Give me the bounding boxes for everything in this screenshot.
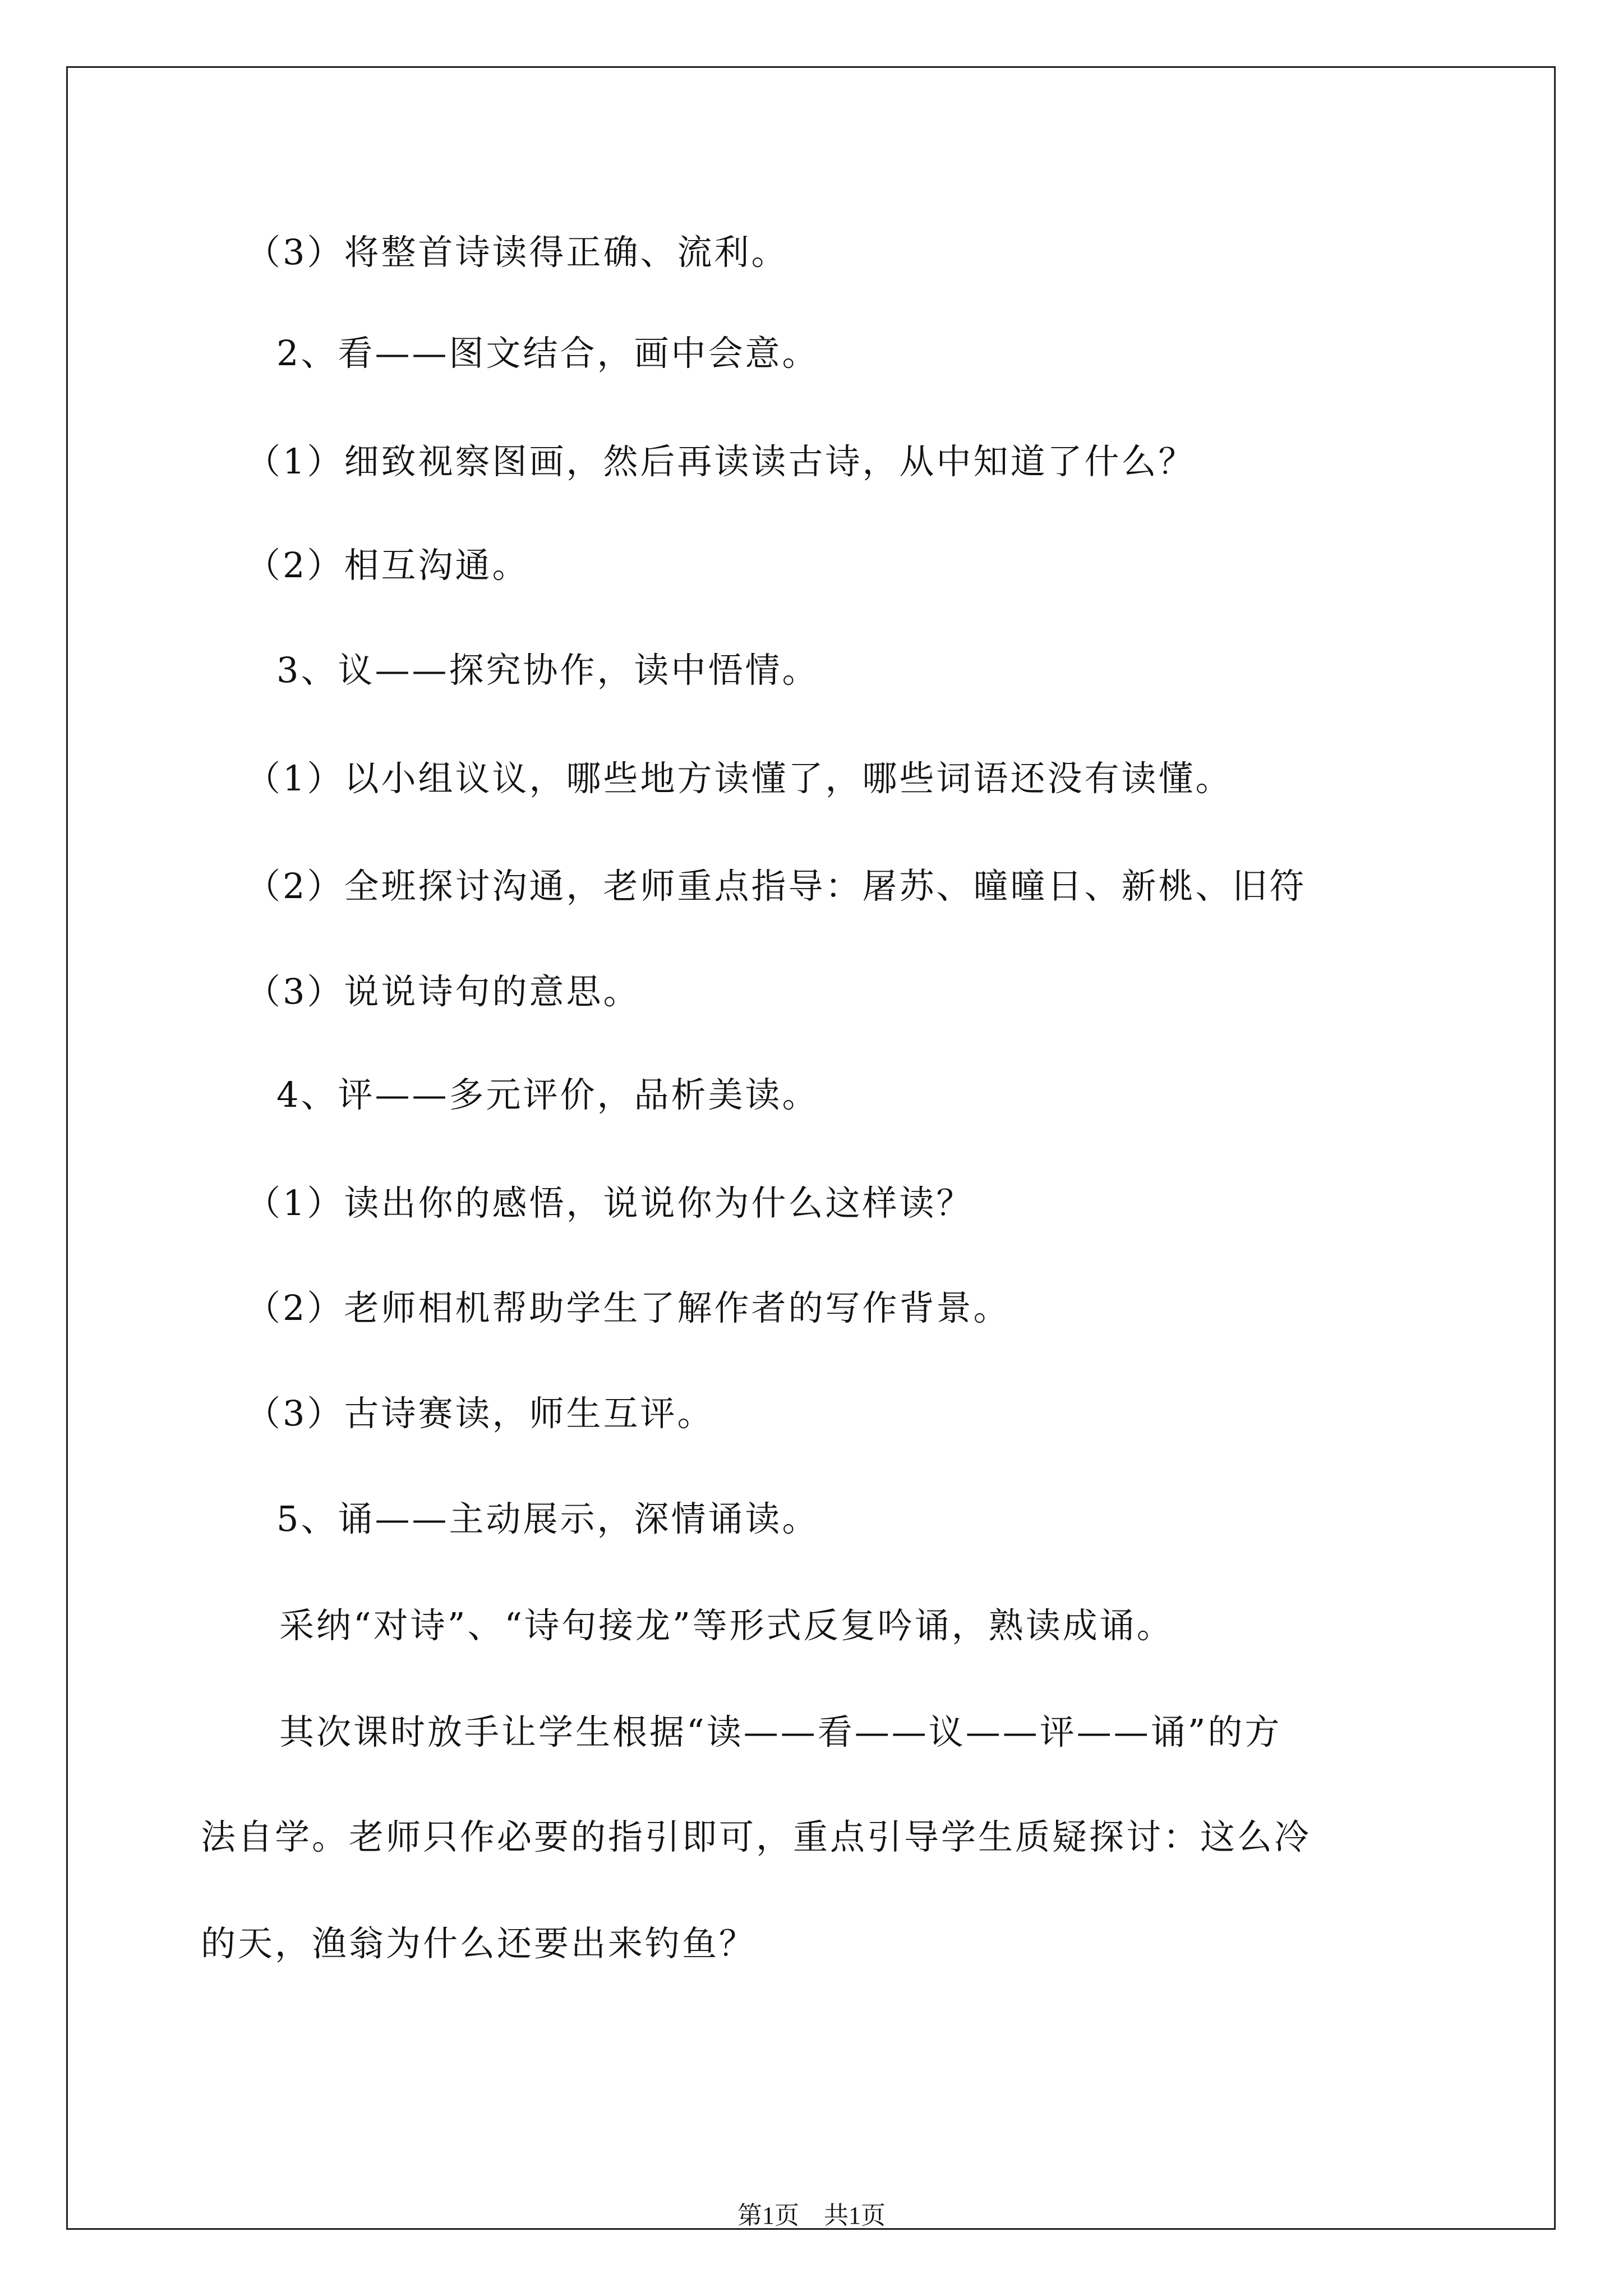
text-line: 5、诵——主动展示，深情诵读。 <box>276 1498 819 1539</box>
text-line: （1）细致视察图画，然后再读读古诗，从中知道了什么？ <box>246 441 1196 482</box>
text-line: （2）老师相机帮助学生了解作者的写作背景。 <box>246 1287 1011 1328</box>
text-line: （2）全班探讨沟通，老师重点指导：屠苏、曈曈日、新桃、旧符 <box>246 866 1307 907</box>
text-line: 其次课时放手让学生根据“读——看——议——评——诵”的方 <box>279 1711 1282 1752</box>
text-line: 3、议——探究协作，读中悟情。 <box>276 650 819 691</box>
page-footer: 第1页 共1页 <box>737 2202 886 2229</box>
text-line: （1）以小组议议，哪些地方读懂了，哪些词语还没有读懂。 <box>246 758 1233 799</box>
text-line: （3）将整首诗读得正确、流利。 <box>246 232 789 273</box>
text-line: （2）相互沟通。 <box>246 545 529 586</box>
text-line: 的天，渔翁为什么还要出来钓鱼？ <box>201 1923 757 1964</box>
text-line: 4、评——多元评价，品析美读。 <box>276 1074 819 1115</box>
text-line: （1）读出你的感悟，说说你为什么这样读？ <box>246 1182 974 1223</box>
text-line: 2、看——图文结合，画中会意。 <box>276 333 819 374</box>
text-line: 采纳“对诗”、“诗句接龙”等形式反复吟诵，熟读成诵。 <box>279 1605 1174 1646</box>
text-line: （3）古诗赛读，师生互评。 <box>246 1393 714 1434</box>
text-line: 法自学。老师只作必要的指引即可，重点引导学生质疑探讨：这么冷 <box>201 1816 1312 1857</box>
page-border <box>66 66 1556 2230</box>
text-line: （3）说说诗句的意思。 <box>246 971 640 1012</box>
